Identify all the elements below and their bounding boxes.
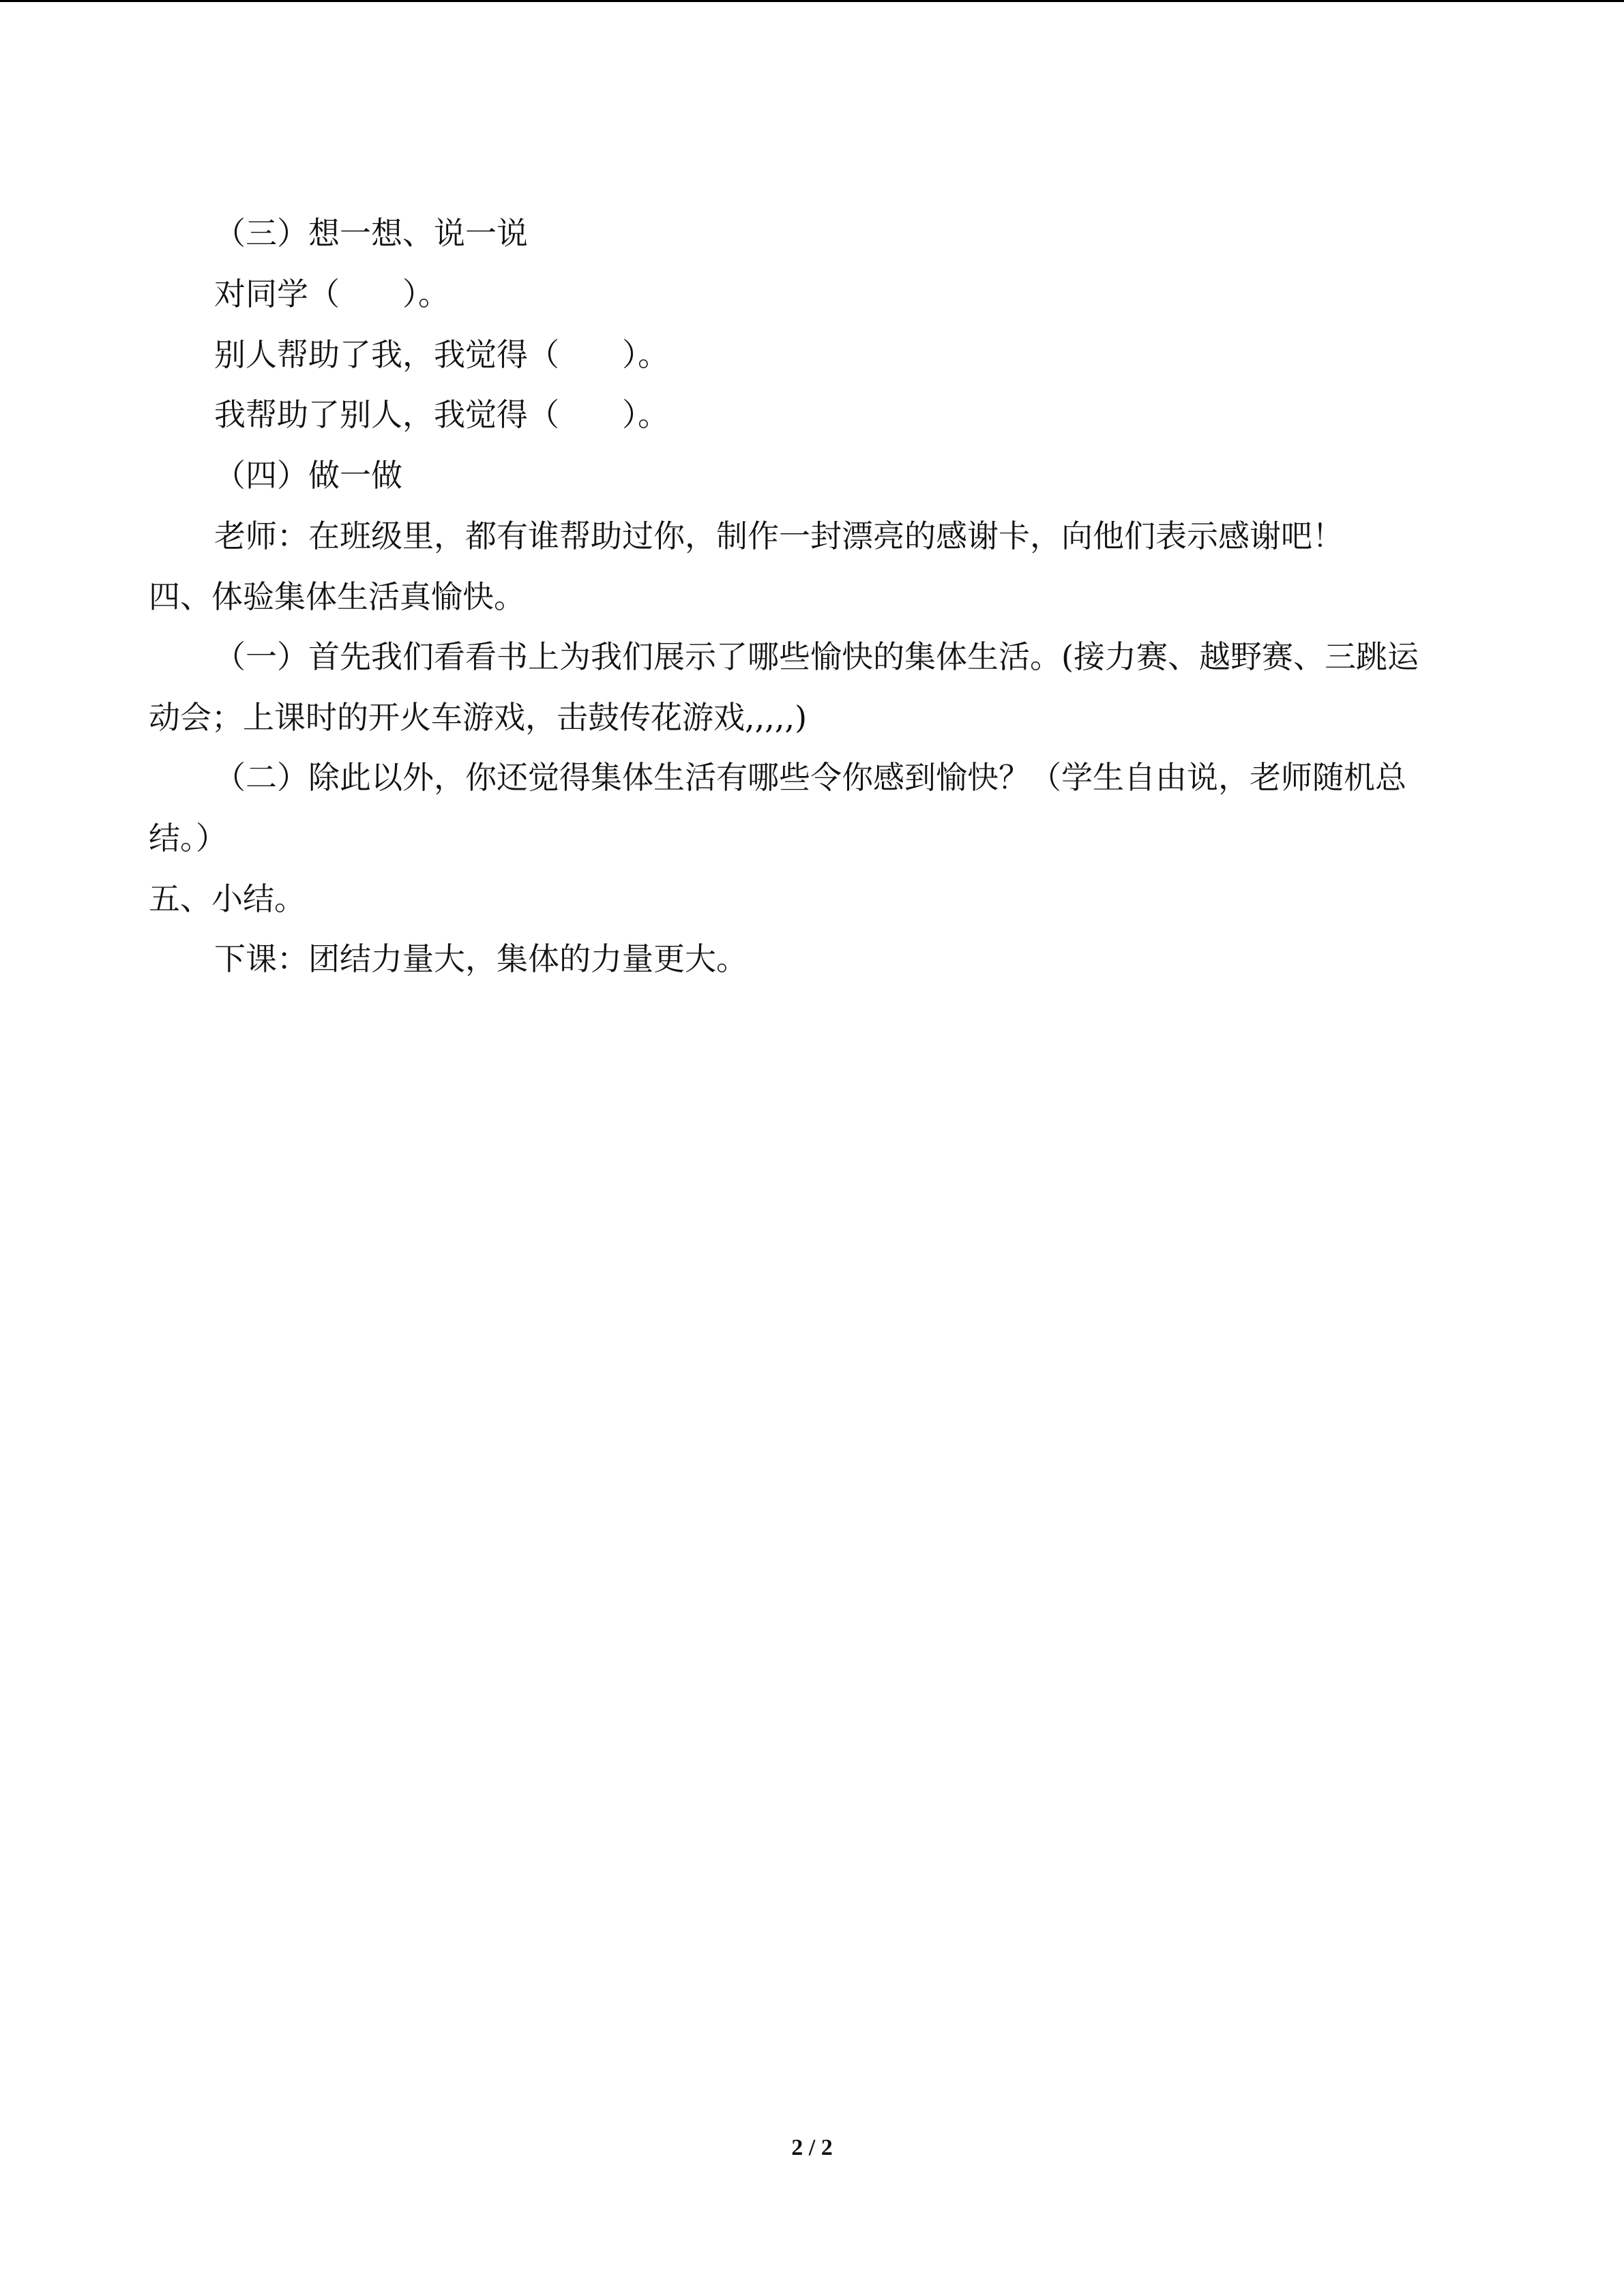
paragraph-two-line-two: 结。） (149, 820, 227, 856)
page-number: 2 / 2 (791, 2135, 833, 2160)
fill-in-others-helped-me: 别人帮助了我，我觉得（ ）。 (214, 336, 669, 373)
paragraph-two-line-one: （二）除此以外，你还觉得集体生活有哪些令你感到愉快？（学生自由说，老师随机总 (214, 759, 1406, 796)
paragraph-one-line-one: （一）首先我们看看书上为我们展示了哪些愉快的集体生活。(接力赛、越野赛、三跳运 (214, 638, 1419, 675)
section-heading-five: 五、小结。 (149, 880, 306, 917)
fill-in-i-helped-others: 我帮助了别人，我觉得（ ）。 (214, 396, 669, 433)
teacher-instruction: 老师：在班级里，都有谁帮助过你，制作一封漂亮的感谢卡，向他们表示感谢吧！ (214, 518, 1344, 554)
fill-in-classmates: 对同学（ ）。 (214, 275, 449, 312)
section-heading-four: 四、体验集体生活真愉快。 (149, 578, 525, 615)
paragraph-one-line-two: 动会；上课时的开火车游戏，击鼓传花游戏,,,,,) (149, 699, 808, 736)
section-heading-do-it: （四）做一做 (214, 457, 402, 494)
closing-remark: 下课：团结力量大，集体的力量更大。 (214, 940, 748, 977)
section-heading-think-say: （三）想一想、说一说 (214, 215, 528, 252)
